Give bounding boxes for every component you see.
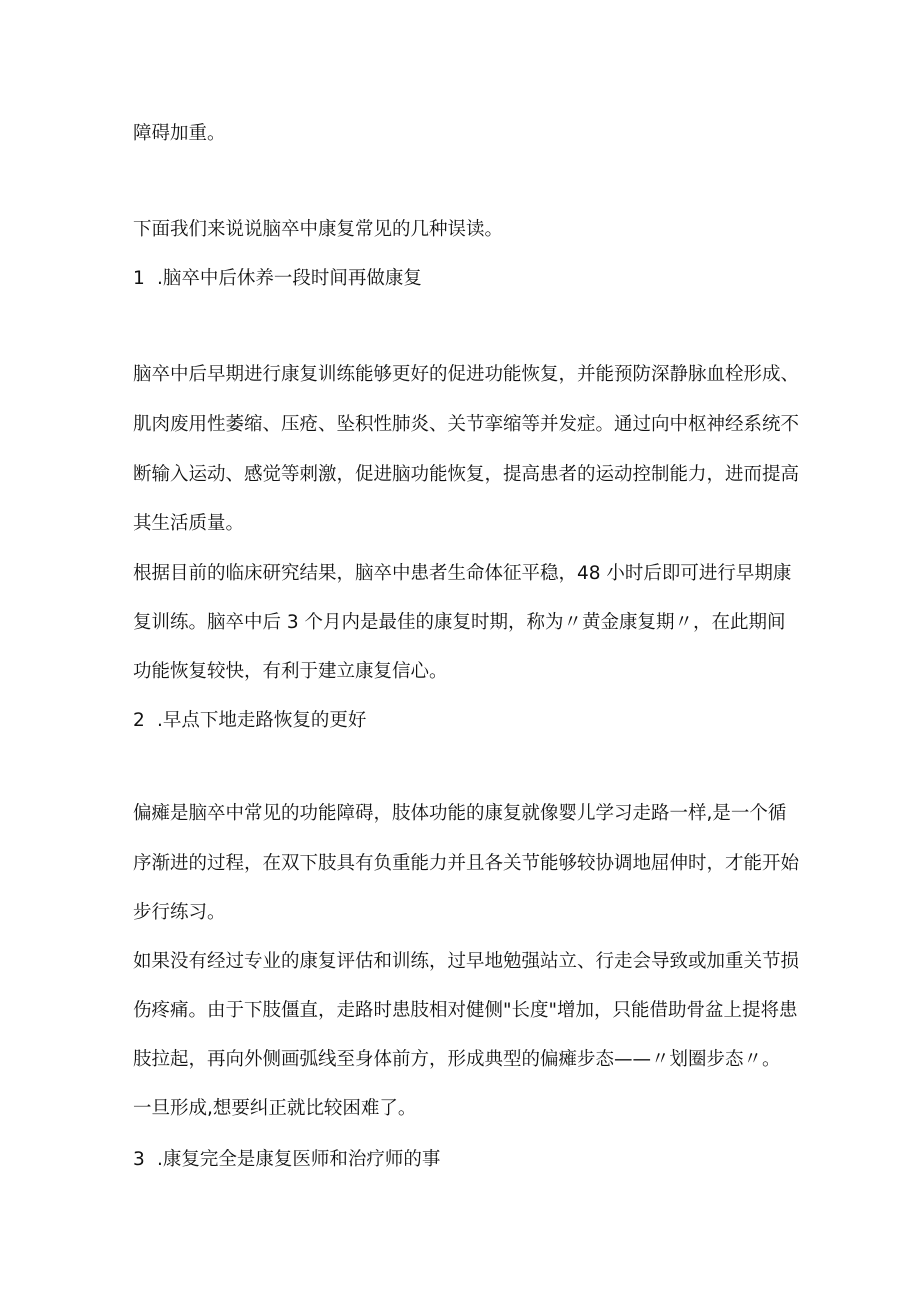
heading-text: .早点下地走路恢复的更好 bbox=[157, 710, 367, 731]
paragraph-line: 如果没有经过专业的康复评估和训练，过早地勉强站立、行走会导致或加重关节损 bbox=[133, 951, 800, 972]
paragraph-line: 肢拉起，再向外侧画弧线至身体前方，形成典型的偏瘫步态——〃划圈步态〃。 bbox=[133, 1049, 781, 1070]
heading-number: 1 bbox=[133, 268, 145, 289]
paragraph-line: 序渐进的过程，在双下肢具有负重能力并且各关节能够较协调地屈伸时，才能开始 bbox=[133, 853, 800, 874]
paragraph-line: 一旦形成,想要纠正就比较困难了。 bbox=[133, 1098, 417, 1119]
section-heading-2 bbox=[133, 708, 366, 734]
paragraph-line: 肌肉废用性萎缩、压疮、坠积性肺炎、关节挛缩等并发症。通过向中枢神经系统不 bbox=[133, 414, 800, 435]
section-heading-1 bbox=[133, 266, 422, 292]
paragraph-line: 功能恢复较快，有利于建立康复信心。 bbox=[133, 661, 448, 682]
paragraph-line: 伤疼痛。由于下肢僵直，走路时患肢相对健侧"长度"增加，只能借助骨盆上提将患 bbox=[133, 1000, 798, 1021]
heading-text: .脑卒中后休养一段时间再做康复 bbox=[157, 268, 422, 289]
heading-number: 3 bbox=[133, 1149, 145, 1170]
paragraph-line: 偏瘫是脑卒中常见的功能障碍，肢体功能的康复就像婴儿学习走路一样,是一个循 bbox=[133, 803, 787, 824]
paragraph-line: 复训练。脑卒中后 3 个月内是最佳的康复时期，称为〃黄金康复期〃，在此期间 bbox=[133, 612, 786, 633]
paragraph-line: 脑卒中后早期进行康复训练能够更好的促进功能恢复，并能预防深静脉血栓形成、 bbox=[133, 364, 800, 385]
paragraph-line: 步行练习。 bbox=[133, 902, 226, 923]
paragraph-line: 障碍加重。 bbox=[133, 123, 226, 144]
heading-text: .康复完全是康复医师和治疗师的事 bbox=[157, 1149, 441, 1170]
paragraph-line: 其生活质量。 bbox=[133, 513, 245, 534]
paragraph-line: 下面我们来说说脑卒中康复常见的几种误读。 bbox=[133, 219, 504, 240]
paragraph-line: 断输入运动、感觉等刺激，促进脑功能恢复，提高患者的运动控制能力，进而提高 bbox=[133, 464, 800, 485]
heading-number: 2 bbox=[133, 710, 145, 731]
section-heading-3 bbox=[133, 1147, 440, 1173]
paragraph-line: 根据目前的临床研究结果，脑卒中患者生命体征平稳，48 小时后即可进行早期康 bbox=[133, 563, 792, 584]
